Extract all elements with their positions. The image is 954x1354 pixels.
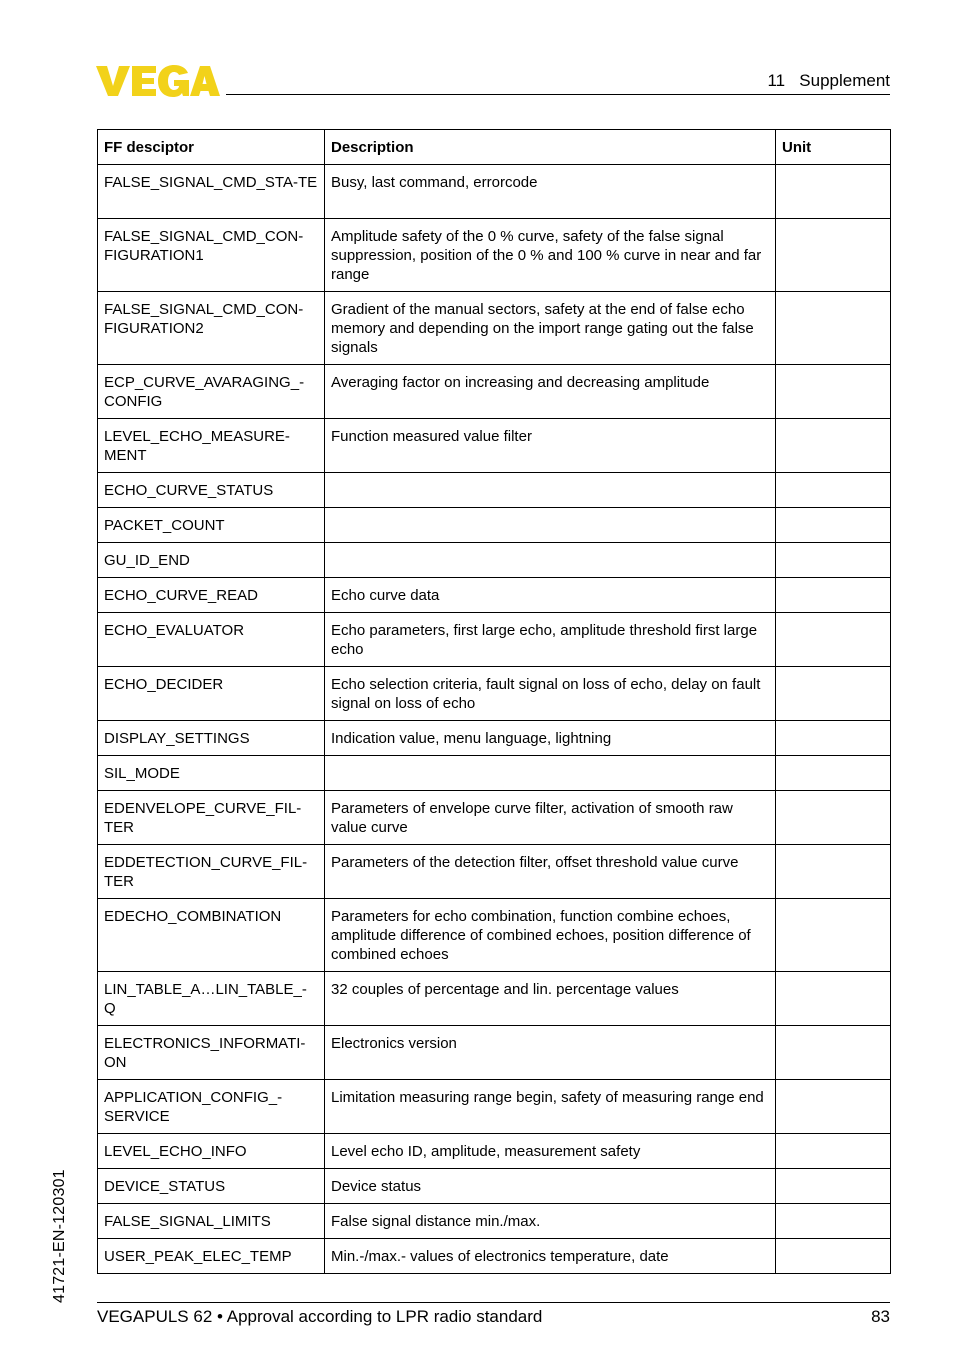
cell-description xyxy=(325,473,776,508)
table-row xyxy=(98,721,891,756)
footer-title: VEGAPULS 62 • Approval according to LPR radio standard xyxy=(97,1307,543,1326)
cell-ff-descriptor: EDECHO_COMBINATION xyxy=(98,899,325,972)
cell-ff-descriptor: ECHO_DECIDER xyxy=(98,667,325,721)
cell-ff-descriptor: LIN_TABLE_A…LIN_TABLE_-Q xyxy=(98,972,325,1026)
cell-unit xyxy=(776,1239,891,1274)
cell-ff-descriptor: DISPLAY_SETTINGS xyxy=(98,721,325,756)
cell-description: Averaging factor on increasing and decreasing amplitude xyxy=(325,365,776,419)
cell-unit xyxy=(776,613,891,667)
table-row xyxy=(98,165,891,219)
cell-ff-descriptor: LEVEL_ECHO_INFO xyxy=(98,1134,325,1169)
cell-description: Device status xyxy=(325,1169,776,1204)
table-row xyxy=(98,1169,891,1204)
table-row xyxy=(98,667,891,721)
cell-unit xyxy=(776,791,891,845)
table-row xyxy=(98,1204,891,1239)
cell-description: Gradient of the manual sectors, safety at the end of false echo memory and depending on the import range gating out the false signals xyxy=(325,292,776,365)
cell-unit xyxy=(776,419,891,473)
table-row xyxy=(98,613,891,667)
cell-description: Electronics version xyxy=(325,1026,776,1080)
cell-ff-descriptor: DEVICE_STATUS xyxy=(98,1169,325,1204)
table-row xyxy=(98,791,891,845)
cell-unit xyxy=(776,508,891,543)
table-row xyxy=(98,1026,891,1080)
cell-unit xyxy=(776,1169,891,1204)
cell-description: Parameters of the detection filter, offset threshold value curve xyxy=(325,845,776,899)
cell-unit xyxy=(776,1026,891,1080)
cell-unit xyxy=(776,219,891,292)
table-header-row xyxy=(98,130,891,165)
cell-unit xyxy=(776,899,891,972)
table-row xyxy=(98,756,891,791)
cell-ff-descriptor: SIL_MODE xyxy=(98,756,325,791)
cell-ff-descriptor: APPLICATION_CONFIG_-SERVICE xyxy=(98,1080,325,1134)
cell-ff-descriptor: ECP_CURVE_AVARAGING_-CONFIG xyxy=(98,365,325,419)
table-row xyxy=(98,473,891,508)
table-row xyxy=(98,899,891,972)
cell-description: Function measured value filter xyxy=(325,419,776,473)
table-row xyxy=(98,1080,891,1134)
cell-unit xyxy=(776,845,891,899)
table-row xyxy=(98,1239,891,1274)
cell-unit xyxy=(776,1204,891,1239)
cell-ff-descriptor: ECHO_CURVE_STATUS xyxy=(98,473,325,508)
footer-rule xyxy=(97,1302,890,1303)
table-row xyxy=(98,578,891,613)
cell-description: Parameters of envelope curve filter, activation of smooth raw value curve xyxy=(325,791,776,845)
cell-description: Parameters for echo combination, function combine echoes, amplitude difference of combined echoes, position difference of combined echoes xyxy=(325,899,776,972)
table-row xyxy=(98,292,891,365)
cell-unit xyxy=(776,721,891,756)
table-row xyxy=(98,508,891,543)
cell-description: Indication value, menu language, lightning xyxy=(325,721,776,756)
cell-ff-descriptor: FALSE_SIGNAL_CMD_CON-FIGURATION2 xyxy=(98,292,325,365)
cell-ff-descriptor: PACKET_COUNT xyxy=(98,508,325,543)
cell-ff-descriptor: ELECTRONICS_INFORMATI-ON xyxy=(98,1026,325,1080)
cell-unit xyxy=(776,165,891,219)
table-row xyxy=(98,365,891,419)
header-unit: Unit xyxy=(776,130,891,165)
cell-ff-descriptor: GU_ID_END xyxy=(98,543,325,578)
cell-ff-descriptor: EDENVELOPE_CURVE_FIL-TER xyxy=(98,791,325,845)
table-row xyxy=(98,1134,891,1169)
cell-ff-descriptor: EDDETECTION_CURVE_FIL-TER xyxy=(98,845,325,899)
cell-description xyxy=(325,543,776,578)
cell-description: False signal distance min./max. xyxy=(325,1204,776,1239)
cell-description: Level echo ID, amplitude, measurement safety xyxy=(325,1134,776,1169)
cell-description: Echo selection criteria, fault signal on loss of echo, delay on fault signal on loss of echo xyxy=(325,667,776,721)
cell-unit xyxy=(776,667,891,721)
page-number: 83 xyxy=(871,1307,890,1326)
cell-unit xyxy=(776,365,891,419)
ff-descriptor-table xyxy=(97,129,891,1274)
cell-description: Amplitude safety of the 0 % curve, safety of the false signal suppression, position of the 0 % and 100 % curve in near and far range xyxy=(325,219,776,292)
cell-unit xyxy=(776,292,891,365)
cell-description: Limitation measuring range begin, safety of measuring range end xyxy=(325,1080,776,1134)
cell-description: 32 couples of percentage and lin. percentage values xyxy=(325,972,776,1026)
table-row xyxy=(98,845,891,899)
cell-ff-descriptor: LEVEL_ECHO_MEASURE-MENT xyxy=(98,419,325,473)
cell-description xyxy=(325,756,776,791)
cell-description: Echo parameters, first large echo, amplitude threshold first large echo xyxy=(325,613,776,667)
document-id: 41721-EN-120301 xyxy=(51,1169,68,1303)
table-row xyxy=(98,219,891,292)
cell-description xyxy=(325,508,776,543)
cell-description: Min.-/max.- values of electronics temperature, date xyxy=(325,1239,776,1274)
cell-unit xyxy=(776,1134,891,1169)
cell-ff-descriptor: FALSE_SIGNAL_CMD_STA-TE xyxy=(98,165,325,219)
cell-ff-descriptor: ECHO_CURVE_READ xyxy=(98,578,325,613)
cell-unit xyxy=(776,1080,891,1134)
cell-ff-descriptor: FALSE_SIGNAL_LIMITS xyxy=(98,1204,325,1239)
vega-logo xyxy=(96,64,220,98)
section-heading: 11 Supplement xyxy=(767,71,890,90)
cell-ff-descriptor: FALSE_SIGNAL_CMD_CON-FIGURATION1 xyxy=(98,219,325,292)
cell-description: Echo curve data xyxy=(325,578,776,613)
cell-unit xyxy=(776,543,891,578)
table-row xyxy=(98,419,891,473)
header-description: Description xyxy=(325,130,776,165)
cell-unit xyxy=(776,972,891,1026)
cell-ff-descriptor: USER_PEAK_ELEC_TEMP xyxy=(98,1239,325,1274)
header-ff-descriptor: FF desciptor xyxy=(98,130,325,165)
cell-unit xyxy=(776,578,891,613)
cell-description: Busy, last command, errorcode xyxy=(325,165,776,219)
table-row xyxy=(98,543,891,578)
cell-ff-descriptor: ECHO_EVALUATOR xyxy=(98,613,325,667)
header-rule xyxy=(226,94,890,95)
cell-unit xyxy=(776,756,891,791)
cell-unit xyxy=(776,473,891,508)
table-row xyxy=(98,972,891,1026)
